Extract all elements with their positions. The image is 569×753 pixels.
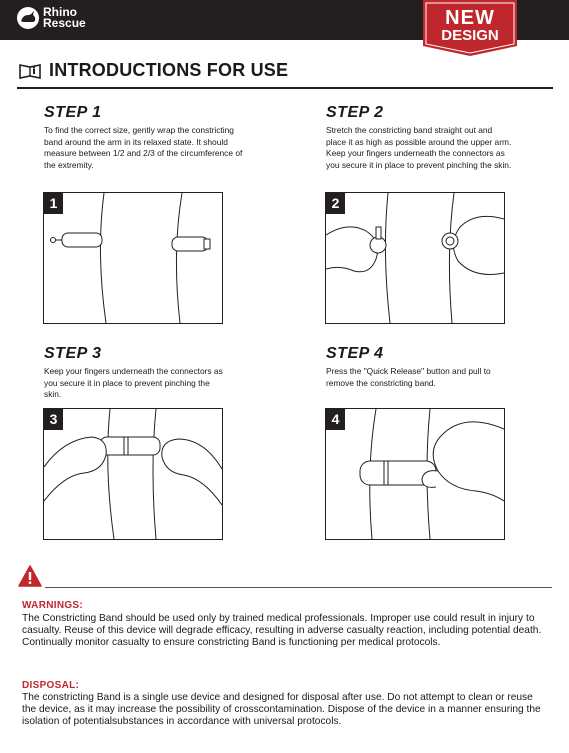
heading-rule (17, 87, 553, 89)
step-3-description: Keep your fingers underneath the connectors as you secure it in place to prevent pinching the skin. (44, 366, 223, 400)
step-4-number: 4 (326, 409, 345, 430)
step-4-illustration (325, 408, 505, 540)
badge-line1: NEW (445, 7, 495, 29)
step-3-number: 3 (44, 409, 63, 430)
badge-line2: DESIGN (441, 27, 499, 44)
warning-divider (45, 587, 552, 588)
brand-logo (17, 7, 86, 29)
step-2-title: STEP 2 (326, 104, 384, 121)
quick-release-illustration-4 (326, 409, 504, 539)
rhino-logo-icon (17, 7, 39, 29)
step-3-illustration (43, 408, 223, 540)
step-1-illustration (43, 192, 223, 324)
step-1-title: STEP 1 (44, 104, 102, 121)
brand-line1: Rhino (43, 5, 77, 19)
step-2-number: 2 (326, 193, 345, 214)
step-1-number: 1 (44, 193, 63, 214)
step-2-description: Stretch the constricting band straight out and place it as high as possible around the upper arm. Keep your fingers underneath the connectors as you secure it in place to prevent pinching the skin. (326, 125, 512, 170)
step-4-title: STEP 4 (326, 345, 384, 362)
warning-triangle-icon (18, 565, 42, 592)
warnings-title: WARNINGS: (22, 600, 84, 611)
step-4 (326, 345, 558, 389)
disposal-title: DISPOSAL: (22, 680, 80, 691)
page-title: INTRODUCTIONS FOR USE (49, 60, 289, 80)
hands-connectors-illustration-2 (326, 193, 504, 323)
step-1-description: To find the correct size, gently wrap the constricting band around the arm in its relaxed state. It should measure between 1/2 and 2/3 of the circumference of the extremity. (44, 125, 243, 170)
manual-book-icon (19, 63, 41, 79)
hands-securing-illustration-3 (44, 409, 222, 539)
step-1 (44, 104, 276, 171)
step-2-illustration (325, 192, 505, 324)
new-design-badge (423, 0, 517, 56)
disposal-text: The constricting Band is a single use device and designed for disposal after use. Do not attempt to clean or reuse the device, as it may increase the possibility of crosscontamination. Dispose of the device in a manner ensuring the isolation of potentialsubstances in accordance with universal protocols. (22, 692, 541, 727)
step-3-title: STEP 3 (44, 345, 102, 362)
brand-line2: Rescue (43, 16, 86, 30)
warnings-text: The Constricting Band should be used only by trained medical professionals. Improper use could result in injury to casualty. Reuse of this device will degrade efficacy, resulting in adverse casualty reaction, including potential death. Continually monitor casualty to ensure constricting Band is functioning per medical protocols. (22, 613, 542, 648)
section-heading (19, 60, 288, 81)
step-4-description: Press the "Quick Release" button and pull to remove the constricting band. (326, 366, 491, 388)
step-2 (326, 104, 558, 171)
arm-band-illustration-1 (44, 193, 222, 323)
step-3 (44, 345, 276, 401)
brand-name (43, 7, 86, 29)
